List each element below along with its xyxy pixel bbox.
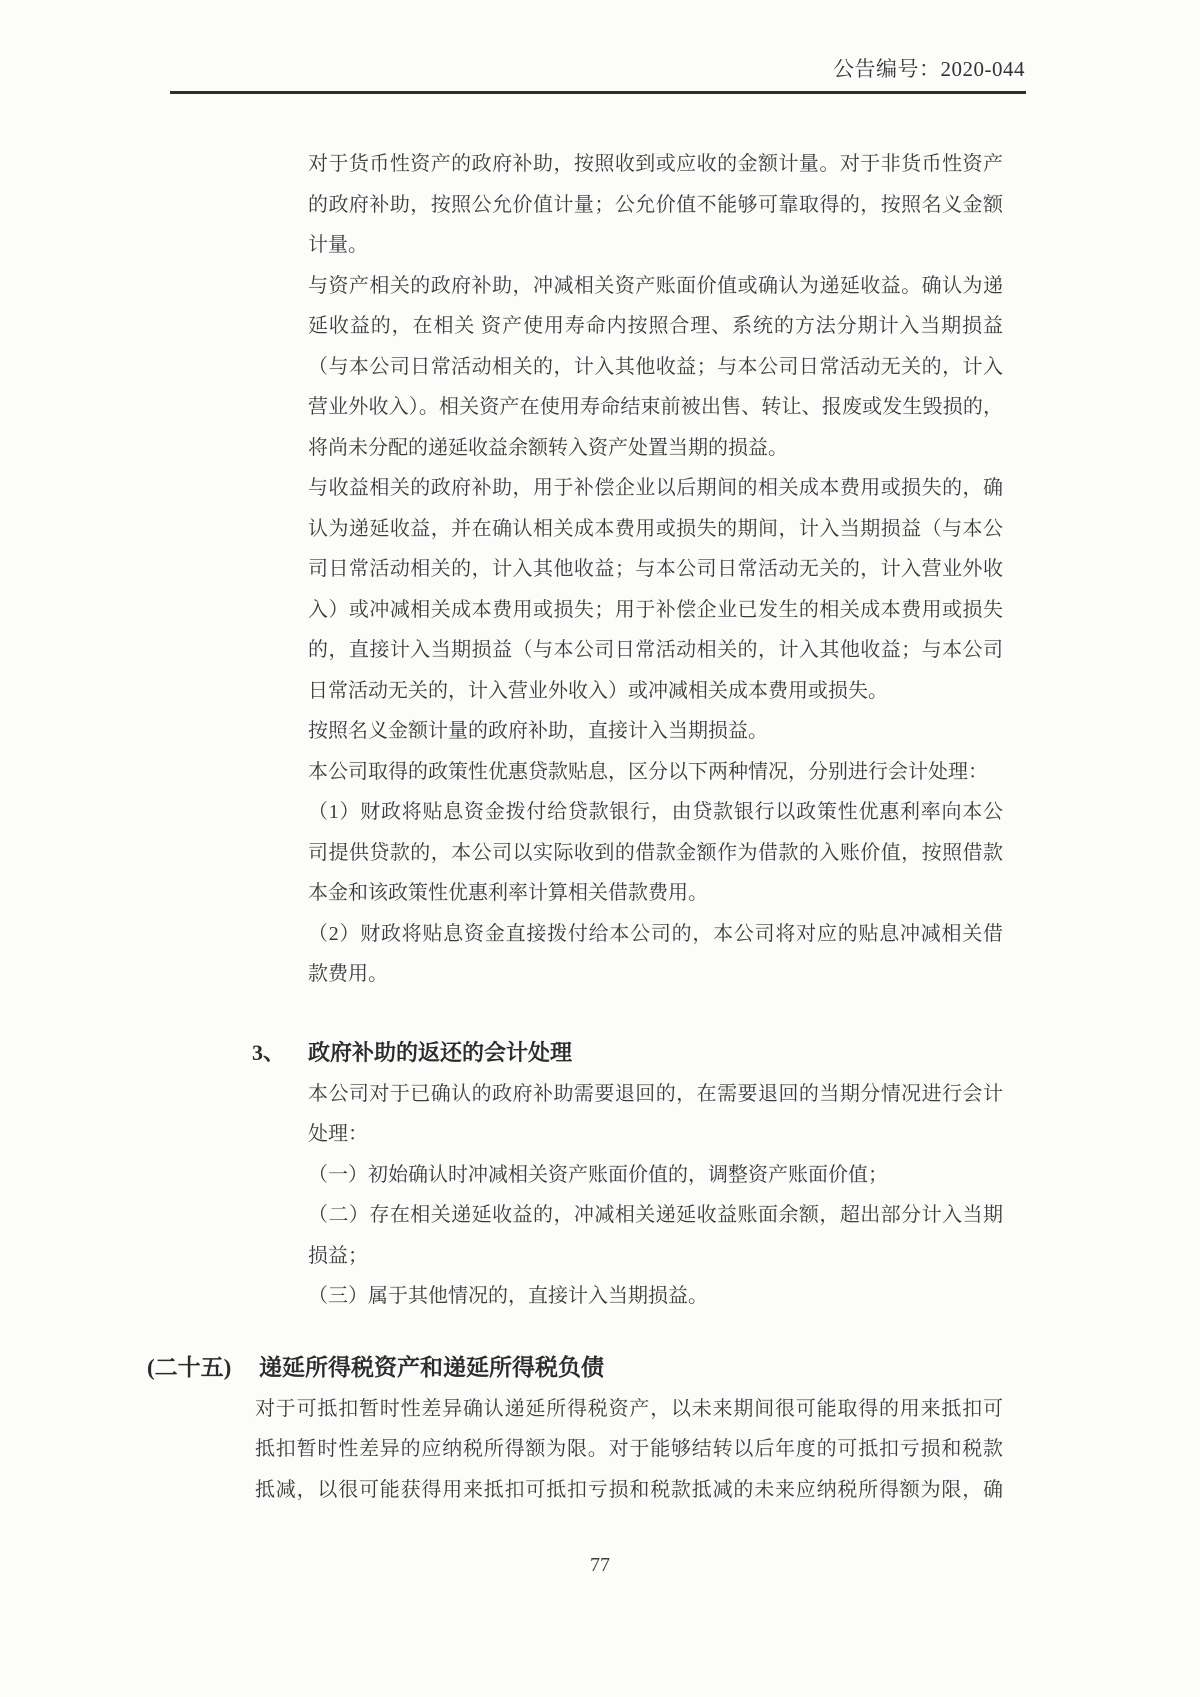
announcement-number: 公告编号：2020-044 <box>833 57 1025 81</box>
paragraph <box>308 752 1003 793</box>
text-line: 认为递延收益，并在确认相关成本费用或损失的期间，计入当期损益（与本公 <box>308 517 1003 540</box>
header-rule <box>170 91 1026 94</box>
paragraph <box>308 711 1003 752</box>
text-line: 本公司取得的政策性优惠贷款贴息，区分以下两种情况，分别进行会计处理： <box>308 760 988 783</box>
text-line: （与本公司日常活动相关的，计入其他收益；与本公司日常活动无关的，计入 <box>308 355 1003 378</box>
text-line: 对于可抵扣暂时性差异确认递延所得税资产，以未来期间很可能取得的用来抵扣可 <box>255 1397 1003 1420</box>
text-line: 损益； <box>308 1244 368 1267</box>
heading-deferred-tax <box>147 1353 1200 1383</box>
text-line: 延收益的，在相关 资产使用寿命内按照合理、系统的方法分期计入当期损益 <box>308 315 1003 337</box>
text-line: 将尚未分配的递延收益余额转入资产处置当期的损益。 <box>308 436 788 459</box>
text-line: 入）或冲减相关成本费用或损失；用于补偿企业已发生的相关成本费用或损失 <box>308 598 1003 621</box>
text-line: 款费用。 <box>308 963 388 985</box>
paragraph <box>308 468 1003 711</box>
text-line: 与资产相关的政府补助，冲减相关资产账面价值或确认为递延收益。确认为递 <box>308 274 1003 297</box>
text-line: （1）财政将贴息资金拨付给贷款银行，由贷款银行以政策性优惠利率向本公 <box>308 801 1003 823</box>
paragraph <box>308 1074 1003 1155</box>
paragraph <box>308 914 1003 995</box>
document-flow <box>0 144 1200 1510</box>
text-line: 按照名义金额计量的政府补助，直接计入当期损益。 <box>308 720 768 742</box>
paragraph <box>308 1195 1003 1276</box>
text-line: （三）属于其他情况的，直接计入当期损益。 <box>308 1285 708 1307</box>
text-line: 处理： <box>308 1123 368 1145</box>
heading-title: 递延所得税资产和递延所得税负债 <box>259 1354 604 1380</box>
text-line: 的政府补助，按照公允价值计量；公允价值不能够可靠取得的，按照名义金额 <box>308 193 1003 216</box>
heading-title: 政府补助的返还的会计处理 <box>308 1039 573 1065</box>
text-line: 与收益相关的政府补助，用于补偿企业以后期间的相关成本费用或损失的，确 <box>308 477 1003 499</box>
paragraph <box>308 1155 1003 1196</box>
text-line: 司提供贷款的，本公司以实际收到的借款金额作为借款的入账价值，按照借款 <box>308 841 1003 864</box>
text-line: （2）财政将贴息资金直接拨付给本公司的，本公司将对应的贴息冲减相关借 <box>308 922 1003 945</box>
text-line: 计量。 <box>308 234 368 256</box>
heading-subsidy-refund <box>252 1038 1200 1068</box>
text-line: 日常活动无关的，计入营业外收入）或冲减相关成本费用或损失。 <box>308 679 888 702</box>
paragraph <box>308 266 1003 469</box>
page-number: 77 <box>590 1554 610 1576</box>
text-line: 营业外收入）。相关资产在使用寿命结束前被出售、转让、报废或发生毁损的， <box>308 396 1003 418</box>
text-line: （一）初始确认时冲减相关资产账面价值的，调整资产账面价值； <box>308 1163 888 1186</box>
heading-number: (二十五) <box>147 1354 232 1380</box>
text-line: 司日常活动相关的，计入其他收益；与本公司日常活动无关的，计入营业外收 <box>308 558 1003 580</box>
text-line: 本公司对于已确认的政府补助需要退回的，在需要退回的当期分情况进行会计 <box>308 1082 1003 1105</box>
paragraph <box>308 792 1003 914</box>
text-line: （二）存在相关递延收益的，冲减相关递延收益账面余额，超出部分计入当期 <box>308 1204 1003 1226</box>
text-line: 抵扣暂时性差异的应纳税所得额为限。对于能够结转以后年度的可抵扣亏损和税款 <box>255 1438 1003 1460</box>
document-footer <box>0 1554 1200 1577</box>
document-header <box>170 56 1025 82</box>
text-line: 对于货币性资产的政府补助，按照收到或应收的金额计量。对于非货币性资产 <box>308 153 1003 175</box>
paragraph <box>255 1389 1003 1511</box>
text-line: 本金和该政策性优惠利率计算相关借款费用。 <box>308 882 708 904</box>
paragraph <box>308 144 1003 266</box>
paragraph <box>308 1276 1003 1317</box>
text-line: 抵减，以很可能获得用来抵扣可抵扣亏损和税款抵减的未来应纳税所得额为限，确 <box>255 1478 1003 1501</box>
heading-number: 3、 <box>252 1039 286 1065</box>
text-line: 的，直接计入当期损益（与本公司日常活动相关的，计入其他收益；与本公司 <box>308 639 1003 661</box>
